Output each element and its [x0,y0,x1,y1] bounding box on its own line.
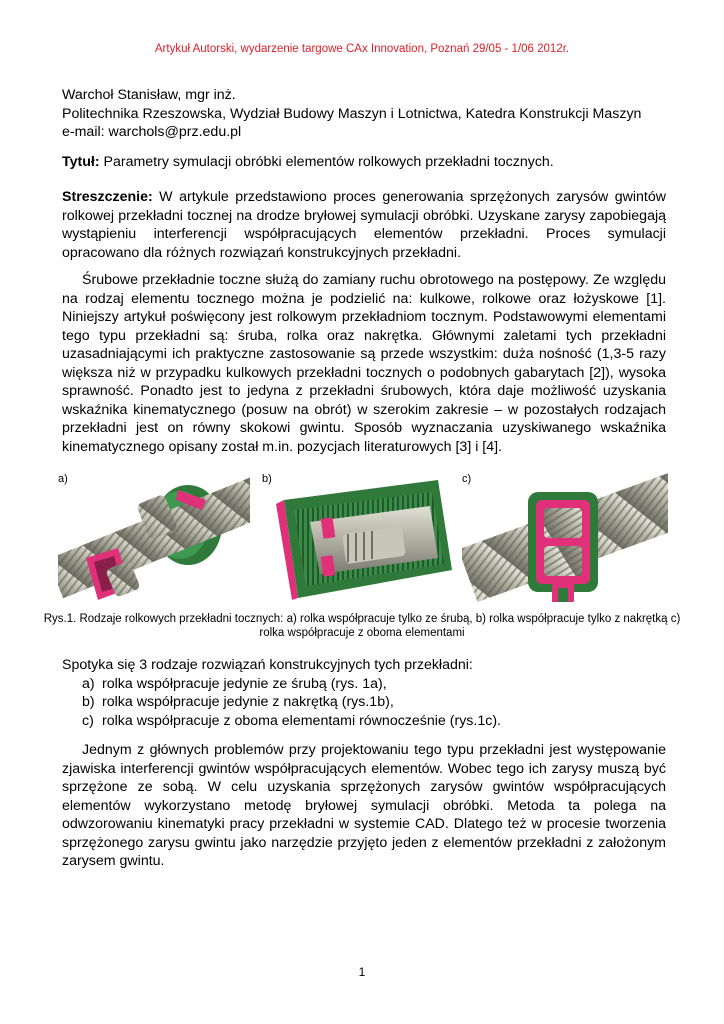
abstract-label: Streszczenie: [62,189,153,205]
list-item [62,693,666,712]
abstract-text: W artykule przedstawiono proces generowania sprzężonych zarysów gwintów rolkowej przekładni tocznej na drodze bryłowej symulacji obróbki. Uzyskane zarysy zapobiegają wystąpieniu interferencji współpracujących elementów przekładni. Proces symulacji opracowano dla różnych rozwiązań konstrukcyjnych przekładni. [62,189,666,261]
list-item [62,712,666,731]
body-paragraph-1 [62,271,666,456]
author-email: e-mail: warchols@prz.edu.pl [62,124,242,140]
figure-image-c [462,470,668,608]
author-affiliation: Politechnika Rzeszowska, Wydział Budowy Maszyn i Lotnictwa, Katedra Konstrukcji Maszyn [62,105,642,122]
figure-label-c: c) [462,473,472,485]
list-marker: c) [82,712,94,729]
author-name: Warchoł Stanisław, mgr inż. [62,87,236,103]
list-text: rolka współpracuje jedynie z nakrętką (rys.1b), [102,694,394,710]
paragraph-1-text: Śrubowe przekładnie toczne służą do zamiany ruchu obrotowego na postępowy. Ze względu na rodzaj elementu tocznego można je podzielić na: kulkowe, rolkowe oraz łożyskowe [1]. Niniejszy artykuł poświęcony jest rolkowym przekładniom tocznym. Podstawowymi elementami tego typu przekładni są: śruba, rolka oraz nakrętka. Głównymi zaletami tych przekładni uzasadniającymi ich praktyczne zastosowanie są przede wszystkim: duża nośność (1,3-5 razy większa niż w przypadku kulkowych przekładni tocznych o podobnych gabarytach [2]), wysoka sprawność. Ponadto jest to jedyna z przekładni śrubowych, która daje możliwość uzyskania wskaźnika kinematycznego (posuw na obrót) w szerokim zakresie – w pozostałych rodzajach przekładni jest on równy skokowi gwintu. Sposób wyznaczania uzyskiwanego wskaźnika kinematycznego opisany został m.in. pozycjach literaturowych [3] i [4]. [62,272,666,455]
list-item [62,675,666,694]
figure-label-b: b) [262,473,272,485]
figure-panel-a [58,470,250,608]
abstract [62,188,666,262]
article-title [62,153,672,172]
list-text: rolka współpracuje jedynie ze śrubą (rys. 1a), [102,675,387,692]
figure-1 [58,470,668,610]
author-block [62,86,672,142]
solutions-list [62,656,666,730]
list-marker: b) [82,694,95,710]
paragraph-2-text: Jednym z głównych problemów przy projektowaniu tego typu przekładni jest występowanie zjawiska interferencji gwintów współpracujących elementów. Wobec tego ich zarysy muszą być sprzężone ze sobą. W celu uzyskania sprzężonych zarysów gwintów współpracujących elementów wykorzystano metodę bryłowej symulacji obróbki. Metoda ta polega na odwzorowaniu kinematyki pracy przekładni w systemie CAD. Dlatego też w procesie tworzenia sprzężonego zarysu gwintu jako narzędzie przyjęto jeden z elementów przekładni z założonym zarysem gwintu. [62,742,666,869]
figure-image-b [262,470,460,608]
list-text: rolka współpracuje z oboma elementami równocześnie (rys.1c). [102,712,501,729]
figure-caption: Rys.1. Rodzaje rolkowych przekładni tocznych: a) rolka współpracuje tylko ze śrubą, b) rolka współpracuje tylko z nakrętką c) rolka współpracuje z oboma elementami [43,613,681,639]
figure-panel-b [262,470,460,608]
body-paragraph-2 [62,741,666,871]
title-label: Tytuł: [62,154,100,170]
header-event-note: Artykuł Autorski, wydarzenie targowe CAx Innovation, Poznań 29/05 - 1/06 2012r. [154,43,570,55]
list-marker: a) [82,675,95,692]
figure-image-a [58,470,250,608]
title-text: Parametry symulacji obróbki elementów rolkowych przekładni tocznych. [99,154,554,170]
figure-label-a: a) [58,473,68,485]
page-number: 1 [358,965,366,979]
list-intro: Spotyka się 3 rodzaje rozwiązań konstrukcyjnych tych przekładni: [62,657,473,673]
figure-panel-c [462,470,668,608]
